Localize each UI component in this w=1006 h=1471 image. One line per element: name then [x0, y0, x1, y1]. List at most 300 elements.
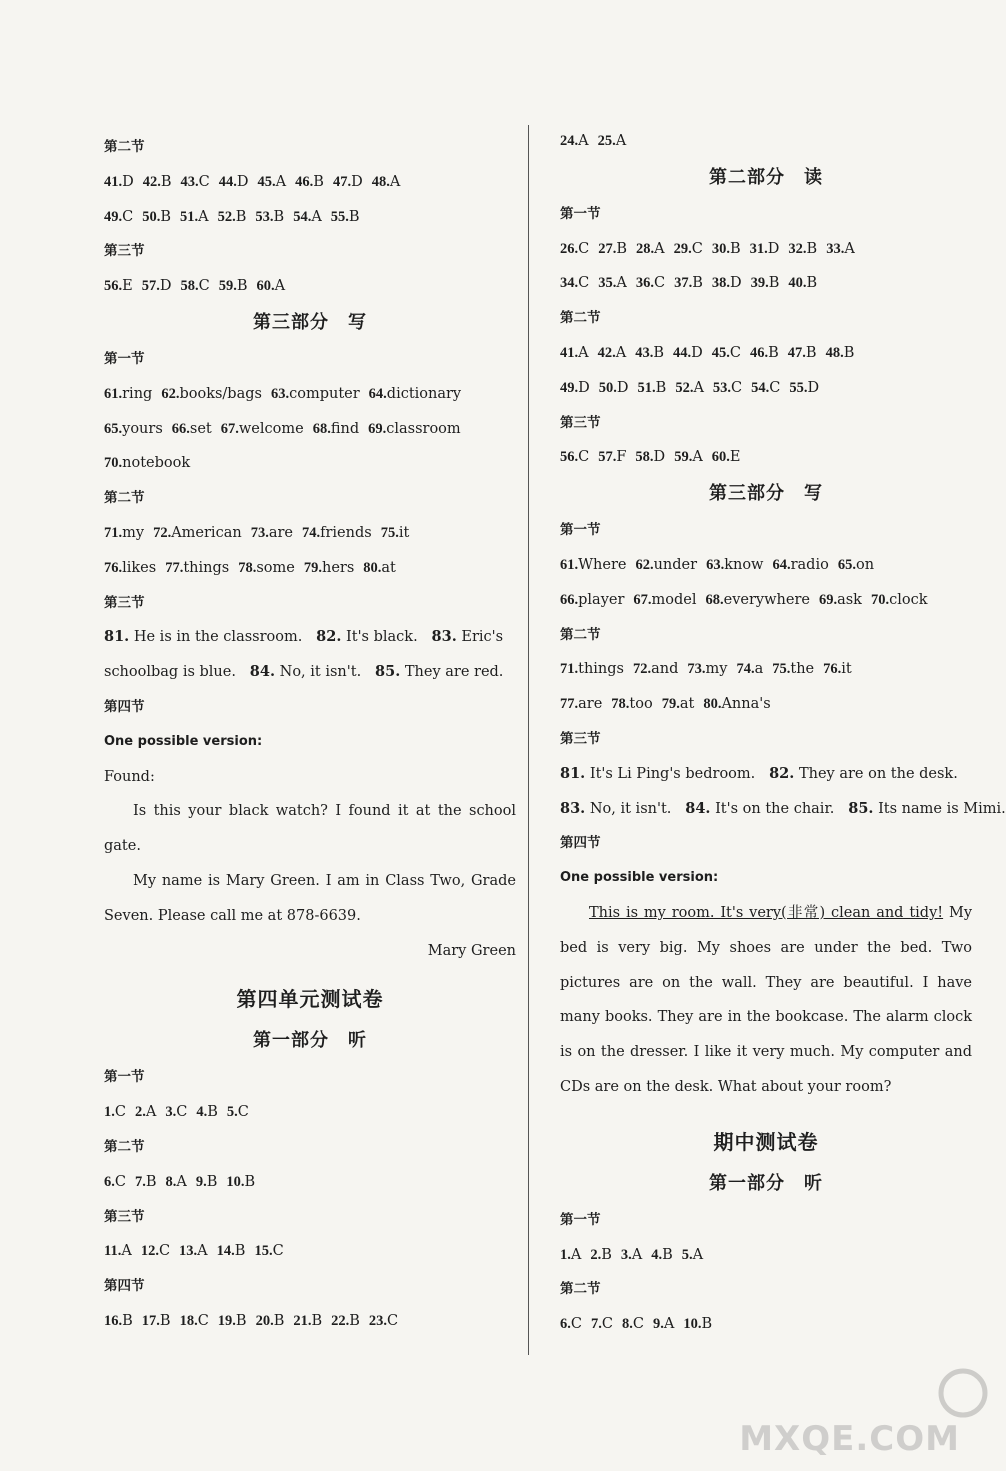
answer-item [687, 652, 727, 687]
answer-value: the [790, 661, 815, 678]
question-number: 17. [141, 1312, 160, 1329]
question-number: 61. [104, 385, 123, 402]
answer-item [599, 371, 629, 406]
question-number: 54. [293, 208, 312, 225]
answer-value: ask [837, 591, 862, 608]
question-number: 7. [590, 1316, 602, 1333]
question-number: 15. [254, 1243, 273, 1260]
answer-value: A [615, 133, 627, 149]
answer-item [788, 336, 817, 371]
answer-item [104, 165, 134, 200]
answer-row [104, 446, 516, 481]
question-number: 85. [848, 799, 874, 817]
answer-value: books/bags [179, 385, 262, 402]
question-number: 38. [711, 275, 730, 292]
answer-item [142, 269, 172, 304]
question-number: 48. [371, 173, 390, 190]
answer-item [635, 440, 665, 475]
question-number: 76. [823, 661, 842, 678]
question-number: 20. [255, 1312, 274, 1329]
sentence-answers [560, 792, 1006, 827]
question-number: 46. [750, 344, 769, 361]
question-number: 69. [368, 420, 387, 437]
answer-value: hers [321, 559, 355, 576]
answer-item [673, 336, 703, 371]
answer-item [363, 551, 396, 586]
question-number: 42. [597, 344, 616, 361]
question-number: 57. [598, 449, 617, 466]
answer-value: at [381, 559, 396, 576]
possible-version-label: One possible version: [104, 733, 263, 749]
question-number: 45. [257, 173, 276, 190]
answer-item [560, 548, 626, 583]
question-number: 68. [312, 420, 331, 437]
question-number: 83. [560, 799, 586, 817]
answer-value: C [578, 449, 590, 466]
answer-item [838, 548, 874, 583]
answer-value: C [197, 1312, 209, 1329]
answer-item [636, 232, 665, 267]
answer-value: D [616, 379, 629, 396]
answer-value: B [653, 344, 664, 361]
question-number: 43. [180, 173, 199, 190]
answer-item [560, 1307, 582, 1342]
sentence-answer: Eric's [461, 629, 504, 646]
question-number: 51. [180, 208, 199, 225]
question-number: 12. [140, 1243, 159, 1260]
answer-item [153, 516, 242, 551]
question-number: 26. [560, 240, 579, 257]
answer-item [560, 440, 589, 475]
answer-item [227, 1095, 249, 1130]
question-number: 23. [368, 1312, 388, 1329]
question-number: 65. [837, 556, 856, 573]
question-number: 61. [560, 556, 579, 573]
question-number: 63. [706, 556, 725, 573]
answer-row [104, 377, 516, 412]
question-number: 73. [250, 524, 269, 541]
answer-item [772, 548, 828, 583]
answer-item [560, 652, 624, 687]
question-number: 85. [375, 663, 401, 681]
answer-value: B [160, 173, 172, 190]
left-column [104, 130, 516, 1339]
question-number: 31. [749, 240, 768, 257]
answer-row [104, 1165, 516, 1200]
sentence-answers [560, 757, 972, 792]
answer-row [560, 583, 972, 618]
answer-item [674, 266, 703, 301]
answer-value: it [841, 661, 852, 678]
answer-item [104, 200, 133, 235]
question-number: 53. [255, 208, 274, 225]
answer-value: my [122, 524, 145, 541]
answer-item [706, 548, 763, 583]
question-number: 2. [590, 1246, 602, 1263]
answer-value: A [692, 1246, 704, 1263]
answer-item [772, 652, 814, 687]
answer-value: set [189, 420, 212, 437]
answer-item [333, 165, 363, 200]
part-title: 第三部分 写 [253, 311, 367, 333]
question-number: 69. [818, 591, 838, 608]
answer-value: B [207, 1104, 218, 1121]
answer-value: D [691, 344, 703, 361]
answer-value: A [274, 278, 286, 295]
answer-value: B [843, 344, 855, 361]
answer-value: and [651, 661, 679, 678]
answer-item [302, 516, 372, 551]
answer-value: A [389, 173, 401, 190]
answer-item [598, 266, 627, 301]
answer-item [369, 1304, 398, 1339]
question-number: 49. [560, 379, 579, 396]
question-number: 6. [560, 1316, 571, 1333]
answer-value: Where [578, 556, 627, 573]
answer-value: C [731, 379, 743, 396]
answer-value: C [632, 1316, 644, 1333]
answer-value: D [807, 379, 820, 396]
answer-value: Anna's [721, 696, 771, 713]
question-number: 70. [104, 455, 123, 472]
question-number: 6. [104, 1173, 115, 1190]
answer-item [789, 371, 819, 406]
question-number: 44. [673, 344, 692, 361]
answer-item [674, 232, 703, 267]
answer-item [560, 336, 589, 371]
question-number: 77. [560, 696, 579, 713]
answer-item [381, 516, 410, 551]
answer-value: likes [122, 559, 157, 576]
answer-value: B [616, 240, 628, 257]
question-number: 62. [635, 556, 654, 573]
question-number: 78. [611, 696, 630, 713]
sentence-answers [104, 655, 516, 690]
question-number: 10. [683, 1316, 702, 1333]
answer-item [104, 377, 152, 412]
question-number: 18. [179, 1312, 198, 1329]
answer-value: American [171, 524, 242, 541]
answer-item [104, 269, 133, 304]
question-number: 58. [180, 278, 199, 295]
answer-value: A [198, 208, 209, 225]
answer-item [712, 440, 741, 475]
answer-value: B [349, 1312, 360, 1329]
answer-value: A [616, 275, 627, 292]
essay-signature: Mary Green [427, 942, 516, 959]
answer-item [179, 1234, 208, 1269]
answer-value: A [570, 1246, 582, 1263]
question-number: 27. [598, 240, 617, 257]
answer-item [181, 165, 210, 200]
answer-item [826, 336, 855, 371]
question-number: 34. [560, 275, 579, 292]
answer-item [560, 124, 589, 159]
question-number: 33. [826, 240, 845, 257]
question-number: 43. [635, 344, 654, 361]
sentence-answer: They are red. [404, 664, 504, 681]
essay-paragraph: My name is Mary Green. I am in Class Two, Grade Seven. Please call me at 878-6639. [104, 872, 516, 924]
question-number: 51. [637, 379, 656, 396]
answer-item [635, 336, 664, 371]
section-heading: 第四节 [560, 835, 601, 852]
answer-item [675, 371, 704, 406]
answer-item [135, 1165, 157, 1200]
answer-item [598, 440, 626, 475]
answer-item [331, 1304, 360, 1339]
answer-item [104, 1095, 126, 1130]
answer-row [104, 551, 516, 586]
answer-item [560, 232, 589, 267]
question-number: 66. [171, 420, 190, 437]
answer-value: B [655, 379, 667, 396]
answer-item [251, 516, 293, 551]
answer-value: A [693, 379, 704, 396]
section-heading: 第二节 [560, 626, 601, 643]
sentence-answer: It's black. [346, 629, 418, 646]
question-number: 74. [736, 661, 755, 678]
answer-item [683, 1307, 712, 1342]
question-number: 3. [165, 1104, 177, 1121]
answer-value: B [768, 344, 779, 361]
answer-value: A [615, 344, 627, 361]
answer-value: B [805, 344, 817, 361]
test-title: 第四单元测试卷 [236, 987, 384, 1012]
sentence-answer: It's Li Ping's bedroom. [589, 765, 756, 782]
answer-row [104, 516, 516, 551]
answer-value: B [662, 1246, 673, 1263]
section-heading: 第一节 [104, 1069, 145, 1086]
answer-row [104, 412, 516, 447]
answer-value: clock [889, 591, 928, 608]
question-number: 36. [635, 275, 654, 292]
sentence-answer: schoolbag is blue. [104, 664, 236, 681]
section-heading: 第三节 [104, 243, 145, 260]
answer-item [751, 371, 780, 406]
question-number: 79. [303, 559, 322, 576]
question-number: 84. [249, 663, 276, 681]
answer-value: A [145, 1104, 157, 1121]
answer-value: C [176, 1104, 188, 1121]
answer-value: B [806, 240, 818, 257]
question-number: 1. [104, 1104, 115, 1121]
question-number: 2. [134, 1104, 146, 1121]
answer-item [598, 124, 627, 159]
question-number: 47. [332, 173, 352, 190]
question-number: 60. [256, 278, 275, 295]
question-number: 9. [195, 1173, 207, 1190]
answer-value: C [122, 208, 134, 225]
answer-value: C [653, 275, 666, 292]
answer-value: find [330, 420, 360, 437]
part-title: 第三部分 写 [709, 483, 823, 505]
question-number: 64. [772, 556, 791, 573]
question-number: 41. [104, 173, 123, 190]
answer-row [104, 1095, 516, 1130]
answer-value: dictionary [386, 385, 462, 402]
answer-item [712, 232, 741, 267]
answer-value: a [754, 661, 764, 678]
answer-item [622, 1307, 644, 1342]
answer-item [104, 1165, 126, 1200]
answer-item [304, 551, 354, 586]
sentence-answer: They are on the desk. [798, 765, 958, 782]
section-heading: 第三节 [560, 730, 601, 747]
answer-value: B [145, 1173, 157, 1190]
answer-item [819, 583, 862, 618]
answer-item [736, 652, 763, 687]
question-number: 5. [681, 1246, 693, 1263]
answer-value: A [654, 240, 665, 257]
section-heading: 第四节 [104, 698, 145, 715]
sentence-answer: Its name is Mimi. [878, 800, 1006, 817]
possible-version-label: One possible version: [560, 870, 719, 886]
answer-value: things [183, 559, 230, 576]
answer-value: radio [790, 556, 829, 573]
answer-item [271, 377, 360, 412]
answer-value: D [236, 173, 249, 190]
answer-row [560, 232, 972, 267]
answer-item [165, 551, 229, 586]
section-heading: 第三节 [560, 414, 601, 431]
section-heading: 第二节 [560, 310, 601, 327]
answer-item [161, 377, 262, 412]
answer-item [560, 687, 602, 722]
essay-underlined-sentence: This is my room. It's very(非常) clean and tidy! [589, 904, 944, 921]
question-number: 7. [134, 1173, 146, 1190]
answer-item [257, 269, 286, 304]
answer-value: are [268, 524, 293, 541]
answer-item [135, 1095, 156, 1130]
answer-row [560, 266, 972, 301]
answer-value: ring [122, 385, 153, 402]
question-number: 48. [825, 344, 844, 361]
answer-value: A [578, 133, 589, 149]
answer-item [369, 377, 461, 412]
answer-value: B [729, 240, 741, 257]
question-number: 56. [104, 278, 123, 295]
question-number: 44. [218, 173, 237, 190]
answer-value: C [237, 1104, 249, 1121]
question-number: 58. [635, 449, 654, 466]
sentence-answer: He is in the classroom. [133, 629, 303, 646]
answer-value: A [275, 173, 287, 190]
answer-item [166, 1165, 187, 1200]
answer-value: B [348, 208, 360, 225]
question-number: 41. [560, 344, 579, 361]
question-number: 55. [330, 208, 349, 225]
answer-item [104, 1304, 133, 1339]
answer-value: player [578, 591, 625, 608]
answer-value: F [616, 449, 627, 466]
answer-value: A [176, 1173, 187, 1190]
answer-value: B [768, 275, 780, 292]
answer-item [674, 440, 703, 475]
question-number: 82. [316, 628, 342, 646]
answer-row [560, 336, 972, 371]
answer-value: B [206, 1173, 218, 1190]
question-number: 71. [560, 661, 579, 678]
question-number: 50. [142, 208, 161, 225]
answer-value: C [729, 344, 741, 361]
answer-item [590, 1238, 612, 1273]
question-number: 29. [673, 240, 692, 257]
answer-item [104, 412, 163, 447]
answer-item [560, 266, 589, 301]
question-number: 3. [620, 1246, 632, 1263]
answer-value: computer [289, 385, 360, 402]
answer-item [560, 1238, 581, 1273]
question-number: 39. [750, 275, 769, 292]
answer-item [218, 200, 247, 235]
question-number: 66. [560, 591, 579, 608]
answer-value: B [235, 1312, 247, 1329]
answer-value: C [114, 1104, 126, 1121]
answer-value: on [855, 556, 875, 573]
answer-value: B [159, 1312, 171, 1329]
question-number: 79. [661, 696, 680, 713]
answer-value: B [122, 1312, 133, 1329]
answer-value: C [601, 1316, 613, 1333]
answer-value: everywhere [723, 591, 810, 608]
answer-item [143, 165, 172, 200]
answer-value: D [351, 173, 363, 190]
answer-value: D [653, 449, 666, 466]
question-number: 72. [633, 661, 652, 678]
answer-value: E [729, 449, 741, 466]
section-heading: 第三节 [104, 1208, 145, 1225]
answer-value: C [158, 1243, 171, 1260]
answer-item [635, 548, 697, 583]
answer-value: B [273, 208, 285, 225]
answer-item [706, 583, 810, 618]
answer-item [255, 200, 284, 235]
question-number: 16. [104, 1312, 123, 1329]
answer-row [104, 1234, 516, 1269]
answer-value: B [160, 208, 172, 225]
sentence-answer: No, it isn't. [279, 664, 362, 681]
answer-value: A [663, 1316, 675, 1333]
question-number: 9. [652, 1316, 664, 1333]
question-number: 10. [226, 1173, 245, 1190]
question-number: 76. [104, 559, 123, 576]
answer-item [293, 1304, 322, 1339]
answer-value: C [198, 173, 210, 190]
column-divider [528, 125, 529, 1355]
answer-row [560, 1238, 972, 1273]
answer-value: are [578, 696, 603, 713]
answer-item [560, 371, 590, 406]
answer-item [750, 232, 780, 267]
answer-item [636, 266, 665, 301]
answer-item [651, 1238, 673, 1273]
answer-value: B [692, 275, 703, 292]
question-number: 4. [196, 1104, 208, 1121]
answer-item [254, 1234, 283, 1269]
essay-paragraph: Is this your black watch? I found it at the school gate. [104, 803, 516, 855]
answer-item [141, 1234, 170, 1269]
question-number: 59. [218, 278, 237, 295]
answer-row [560, 124, 972, 159]
answer-value: yours [122, 420, 163, 437]
question-number: 74. [301, 524, 321, 541]
question-number: 77. [165, 559, 184, 576]
answer-item [293, 200, 322, 235]
question-number: 42. [142, 173, 161, 190]
part-title: 第一部分 听 [253, 1030, 367, 1052]
question-number: 65. [104, 420, 123, 437]
answer-item [703, 687, 770, 722]
